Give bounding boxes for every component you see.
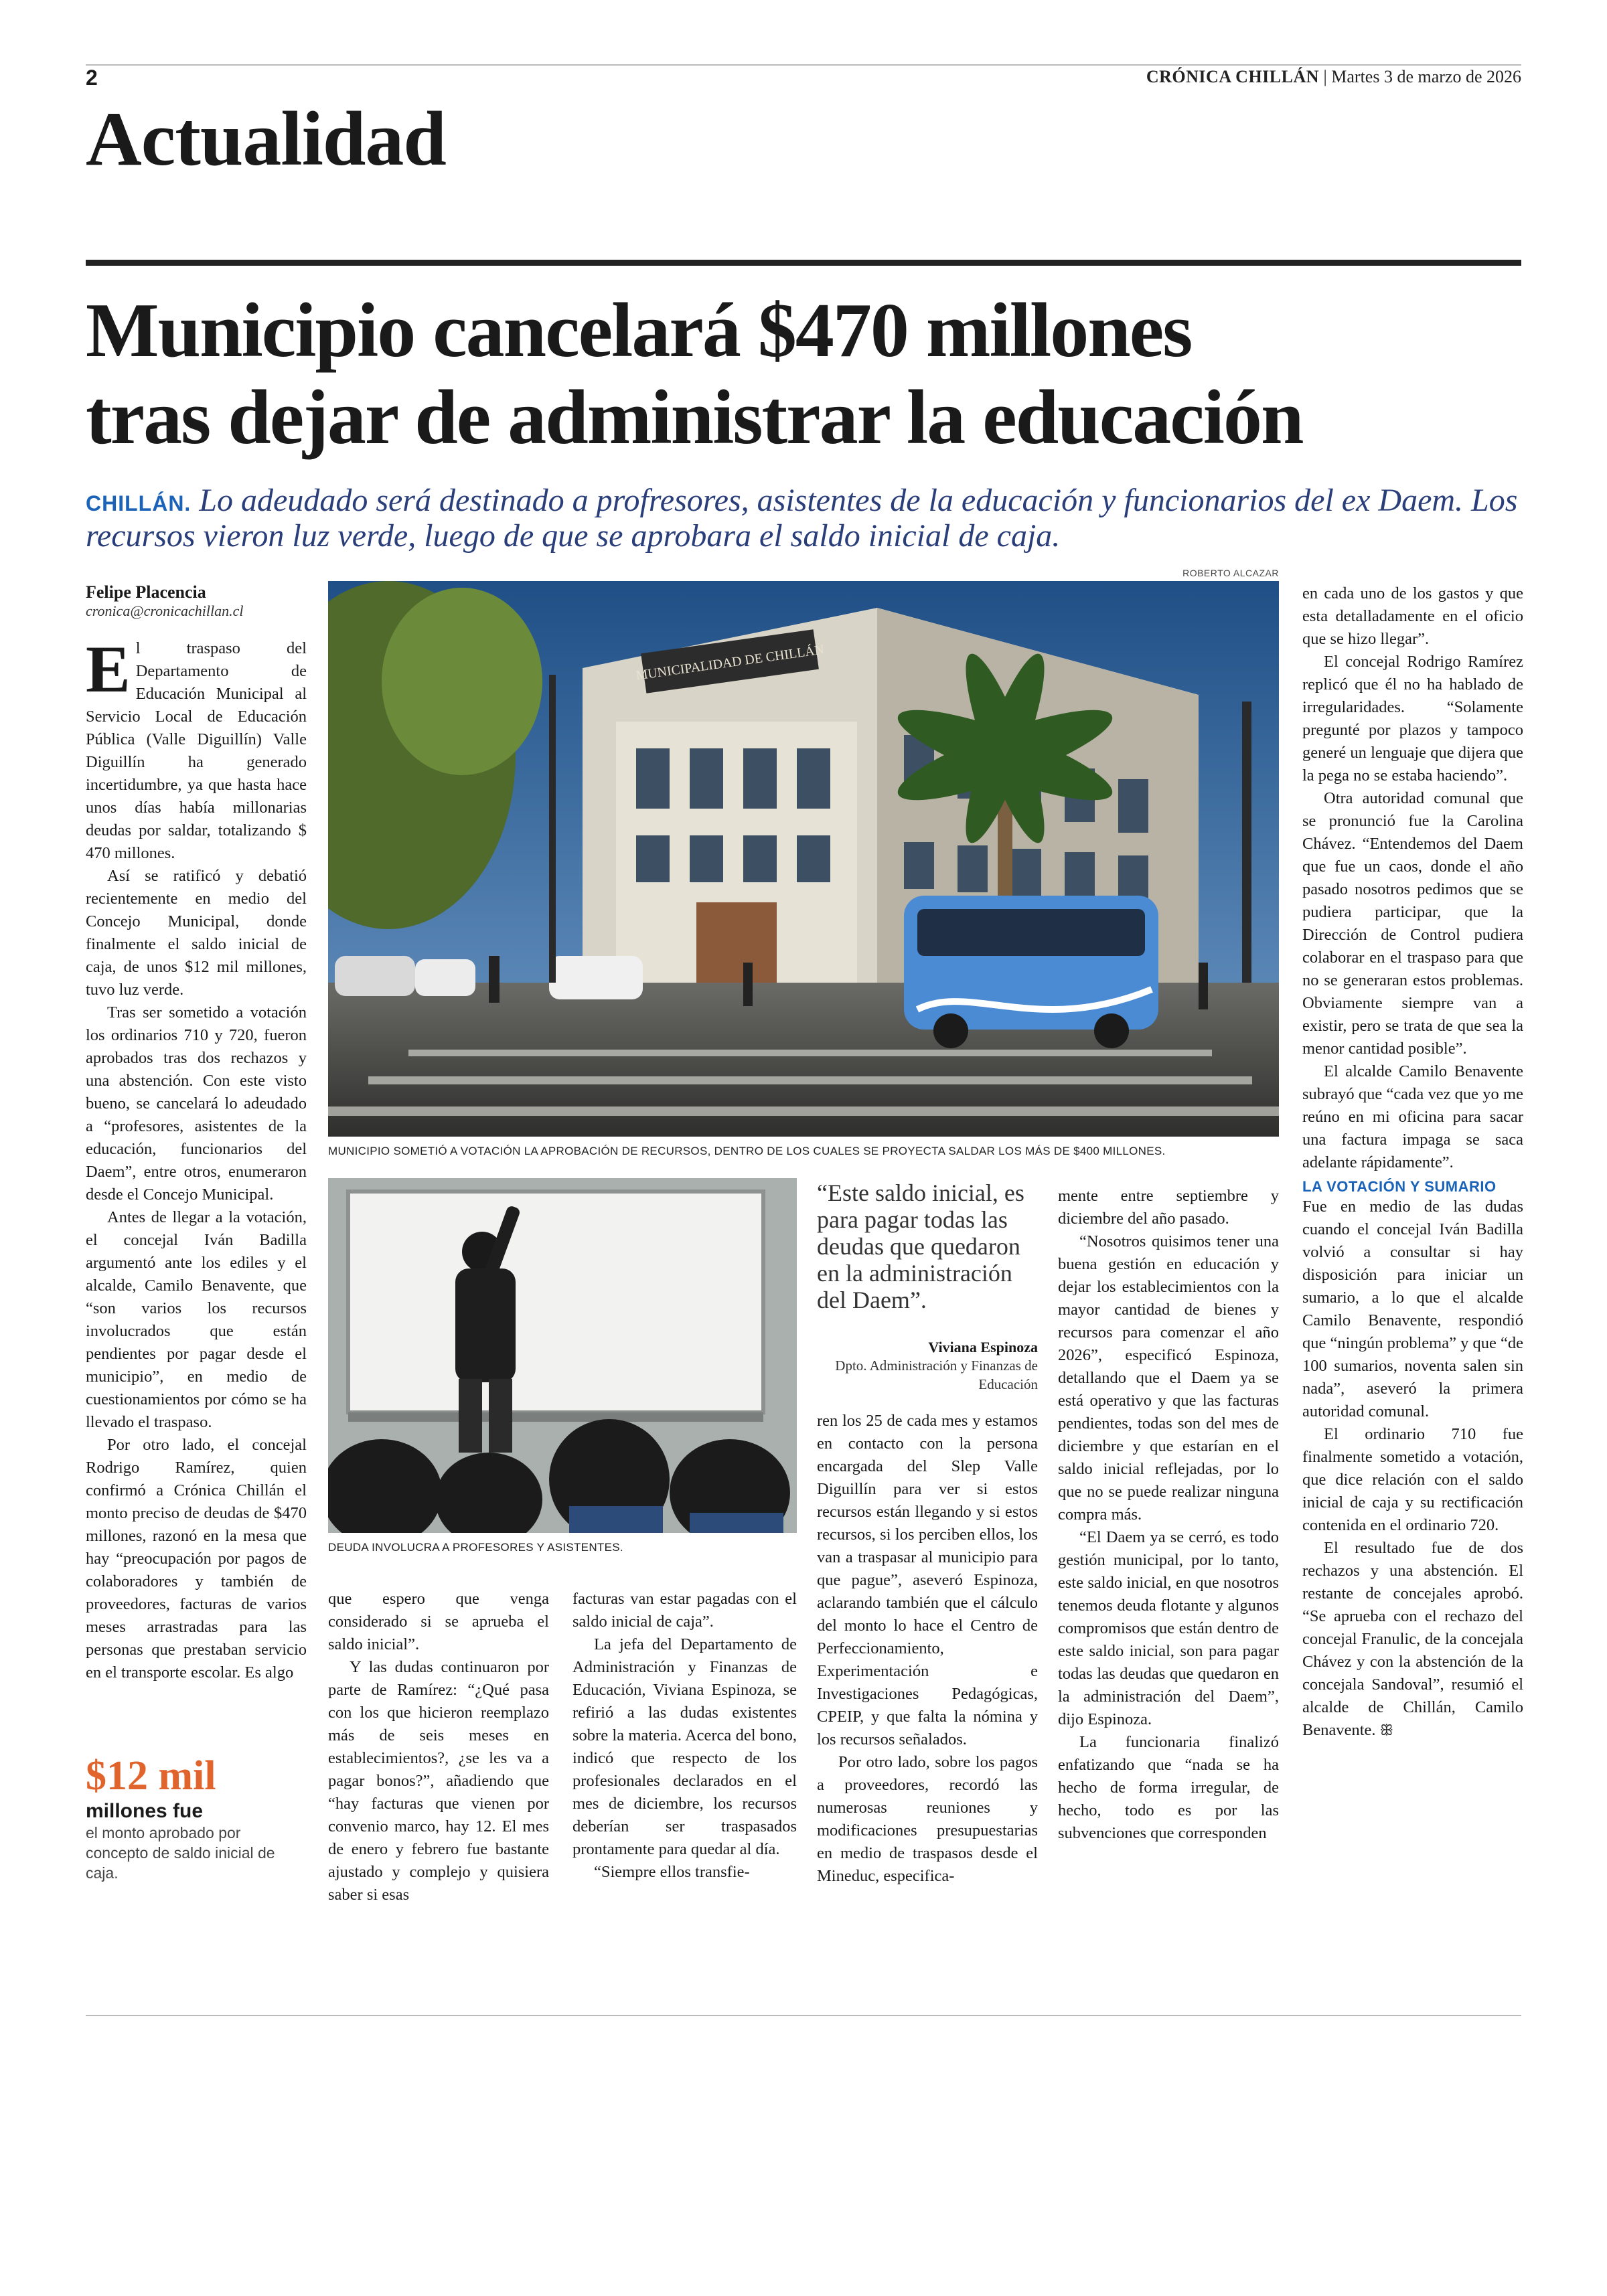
photo-credit: ROBERTO ALCAZAR [1182, 568, 1279, 578]
body-paragraph: mente entre septiembre y diciembre del año pasado. [1058, 1187, 1279, 1228]
stat-description: el monto aprobado por concepto de saldo inicial de caja. [86, 1824, 275, 1882]
deck-place: CHILLÁN. [86, 491, 192, 515]
issue-date: Martes 3 de marzo de 2026 [1331, 67, 1521, 86]
classroom-photo-illustration [328, 1178, 797, 1533]
headline [86, 288, 1525, 462]
body-paragraph: La funcionaria finalizó enfatizando que “nada se ha hecho de forma irregular, de hecho, todo es por las subvenciones que corresponden [1058, 1733, 1279, 1842]
body-paragraph: facturas van estar pagadas con el saldo inicial de caja”. [572, 1590, 797, 1631]
author-email[interactable]: cronica@cronicachillan.cl [86, 602, 244, 619]
top-rule [86, 64, 1521, 66]
main-photo-illustration [328, 581, 1279, 1137]
byline: Felipe Placencia [86, 582, 206, 602]
body-paragraph: Por otro lado, sobre los pagos a proveedores, recordó las numerosas reuniones y modificaciones presupuestarias en medio de traspasos desde el Mineduc, especifica- [817, 1753, 1038, 1885]
body-paragraph: que espero que venga considerado si se aprueba el saldo inicial”. [328, 1590, 549, 1653]
deck [86, 483, 1525, 554]
body-paragraph: “Nosotros quisimos tener una buena gestión en educación y dejar los establecimientos con la mayor cantidad de bienes y recursos para comenzar el año 2026”, especificó Espinoza, detallando que el Daem ya se está operativo y que las facturas pendientes, todas son del mes de diciembre y que estarían en el saldo inicial reflejadas, por lo que no se puede realizar ninguna compra más. [1058, 1232, 1279, 1524]
headline-rule [86, 260, 1521, 266]
column-3 [572, 1588, 797, 1884]
body-paragraph: El ordinario 710 fue finalmente sometido a votación, que dice relación con el saldo inicial de caja y su rectificación contenida en el ordinario 720. [1302, 1425, 1523, 1534]
section-title: Actualidad [86, 96, 446, 182]
body-paragraph: Fue en medio de las dudas cuando el concejal Iván Badilla volvió a consultar si hay disposición para iniciar un sumario, a lo que el alcalde Camilo Benavente, respondió que “ningún problema” y que “de 100 sumarios, noventa salen sin nada”, aseveró la primera autoridad comunal. [1302, 1198, 1523, 1420]
deck-text: Lo adeudado será destinado a profresores, asistentes de la educación y funcionarios del ex Daem. Los recursos vieron luz verde, luego de que se aprobara el saldo inicial de caja. [86, 483, 1518, 554]
body-paragraph: “El Daem ya se cerró, es todo gestión municipal, por lo tanto, este saldo inicial, en que nosotros tenemos deuda flotante y algunos compromisos que están dentro de este saldo inicial, son para pagar todas las deudas que quedaron en la administración del Daem”, dijo Espinoza. [1058, 1528, 1279, 1728]
body-paragraph: ren los 25 de cada mes y estamos en contacto con la persona encargada del Slep Valle Diguillín para ver si estos recursos están llegando y si estos recursos, si los perciben ellos, los van a traspasar al municipio para que pague”, aseveró Espinoza, aclarando también que el cálculo del monto lo hace el Centro de Perfeccionamiento, Experimentación e Investigaciones Pedagógicas, CPEIP, y que falta la nómina y los recursos señalados. [817, 1412, 1038, 1748]
body-paragraph: El traspaso del Departamento de Educación Municipal al Servicio Local de Educación Pública (Valle Diguillín) Valle Diguillín ha generado incertidumbre, ya que hasta hace unos días había millonarias deudas por saldar, totalizando $ 470 millones. [86, 632, 307, 862]
stat-box [86, 1752, 300, 1883]
headline-line-1: Municipio cancelará $470 millones [86, 288, 1192, 374]
body-paragraph: El resultado fue de dos rechazos y una abstención. El restante de concejales aprobó. “Se aprueba con el rechazo del concejal Franulic, de la concejala Chávez y con la abstención de la concejala Sandoval”, resumió el alcalde de Chillán, Camilo Benavente. ꕥ [1302, 1539, 1523, 1739]
body-paragraph: “Siempre ellos transfie- [594, 1863, 750, 1881]
page-number: 2 [86, 66, 98, 90]
publication-name: CRÓNICA CHILLÁN [1146, 67, 1320, 86]
body-paragraph: Así se ratificó y debatió recientemente en medio del Concejo Municipal, donde finalmente el saldo inicial de caja, de unos $12 mil millones, tuvo luz verde. [86, 867, 307, 999]
end-mark-icon: ꕥ [1379, 1722, 1394, 1739]
bottom-rule [86, 2015, 1521, 2016]
column-6 [1302, 582, 1523, 1742]
headline-line-2: tras dejar de administrar la educación [86, 374, 1303, 461]
body-paragraph: Antes de llegar a la votación, el concejal Iván Badilla argumentó ante los ediles y el alcalde, Camilo Benavente, que “son varios los recursos involucrados que están pendientes por pagar desde el municipio”, en medio de cuestionamientos por cómo se ha llevado el traspaso. [86, 1208, 307, 1431]
body-paragraph: El alcalde Camilo Benavente subrayó que “cada vez que yo me reúno en mi oficina para sacar una factura impaga se saca adelante rápidamente”. [1302, 1062, 1523, 1171]
subhead: LA VOTACIÓN Y SUMARIO [1302, 1178, 1497, 1195]
pull-quote [817, 1179, 1038, 1394]
classroom-photo-caption: DEUDA INVOLUCRA A PROFESORES Y ASISTENTES. [328, 1541, 623, 1554]
body-paragraph: Otra autoridad comunal que se pronunció fue la Carolina Chávez. “Entendemos del Daem que fue un caos, donde el año pasado nosotros pedimos que se pudiera participar, que la Dirección de Control pudiera colaborar en el traspaso para que no se generaran estos problemas. Obviamente siempre van a existir, pero se trata de que sea la menor cantidad posible”. [1302, 789, 1523, 1058]
stat-number: $12 mil [86, 1753, 216, 1799]
body-paragraph: Tras ser sometido a votación los ordinarios 710 y 720, fueron aprobados tras dos rechazos y una abstención. Con este visto bueno, se cancelará lo adeudado a “profesores, asistentes de la educación, funcionarios del Daem”, entre otros, enumeraron desde el Concejo Municipal. [86, 1003, 307, 1204]
body-paragraph: El concejal Rodrigo Ramírez replicó que él no ha hablado de irregularidades. “Solamente pregunté por plazos y tampoco generé un lenguaje que dijera que la pega no se estaba haciendo”. [1302, 653, 1523, 785]
classroom-photo [328, 1178, 797, 1533]
body-paragraph: Por otro lado, el concejal Rodrigo Ramírez, quien confirmó a Crónica Chillán el monto preciso de deudas de $470 millones, razonó en la mesa que hay “preocupación por pagos de colaboradores y también de proveedores, facturas de varios meses arrastradas para las personas que prestaban servicio en el transporte escolar. Es algo [86, 1436, 307, 1682]
body-paragraph: Y las dudas continuaron por parte de Ramírez: “¿Qué pasa con los que hicieron reemplazo más de seis meses en establecimientos?, ¿se les va a pagar bonos?”, añadiendo que “hay facturas que vienen por convenio marco, hay 12. El mes de enero y febrero fue bastante ajustado y complejo y quisiera saber si esas [328, 1658, 549, 1904]
quote-role: Dpto. Administración y Finanzas de Educación [835, 1358, 1038, 1392]
drop-cap: E [86, 632, 131, 706]
main-photo-caption: MUNICIPIO SOMETIÓ A VOTACIÓN LA APROBACIÓN DE RECURSOS, DENTRO DE LOS CUALES SE PROYECTA SALDAR LOS MÁS DE $400 MILLONES. [328, 1145, 1166, 1157]
building-sign: MUNICIPALIDAD DE CHILLÁN [635, 642, 826, 683]
masthead: CRÓNICA CHILLÁN | Martes 3 de marzo de 2026 [1146, 67, 1521, 86]
column-1 [86, 582, 307, 1684]
column-2 [328, 1588, 549, 1906]
main-photo [328, 581, 1279, 1137]
stat-unit: millones fue [86, 1800, 204, 1822]
body-paragraph: La jefa del Departamento de Administración y Finanzas de Educación, Viviana Espinoza, se refirió a las dudas existentes sobre la materia. Acerca del bono, indicó que respecto de los profesionales declarados en el mes de diciembre, los recursos deberían ser traspasados prontamente para quedar al día. [572, 1635, 797, 1858]
column-5 [1058, 1185, 1279, 1845]
column-4 [817, 1410, 1038, 1888]
body-paragraph: en cada uno de los gastos y que esta detalladamente en el oficio que se hizo llegar”. [1302, 584, 1523, 648]
quote-text: “Este saldo inicial, es para pagar todas las deudas que quedaron en la administración del Daem”. [817, 1179, 1024, 1313]
quote-name: Viviana Espinoza [928, 1339, 1038, 1356]
